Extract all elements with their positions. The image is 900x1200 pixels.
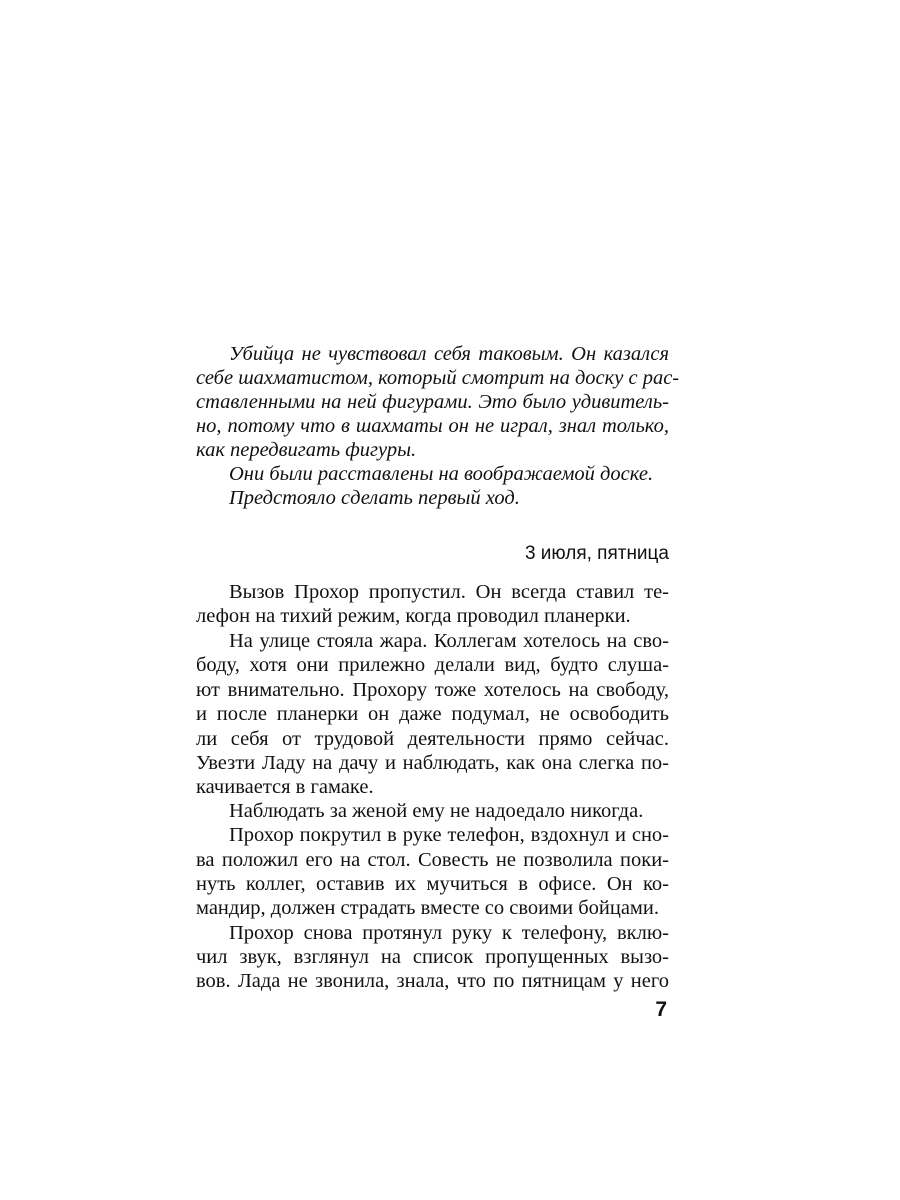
body-line: Наблюдать за женой ему не надоедало никогда. [229,800,644,822]
body-line: ют внимательно. Прохору тоже хотелось на свободу, [196,679,669,701]
chapter-date-heading: 3 июля, пятница [524,543,669,564]
epigraph-line: себе шахматистом, который смотрит на доску с рас- [196,367,680,389]
body-line: и после планерки он даже подумал, не освободить [196,703,669,725]
body-line: ли себя от трудовой деятельности прямо сейчас. [196,728,669,750]
body-line: боду, хотя они прилежно делали вид, будто слуша- [196,654,669,676]
body-line: мандир, должен страдать вместе со своими бойцами. [196,897,660,919]
body-line: Прохор покрутил в руке телефон, вздохнул и сно- [229,824,669,846]
epigraph-line: Убийца не чувствовал себя таковым. Он казался [229,343,669,365]
body-line: Прохор снова протянул руку к телефону, вклю- [229,922,669,944]
epigraph-line: ставленными на ней фигурами. Это было удивитель- [196,391,669,413]
page-number: 7 [655,998,667,1021]
body-line: Увезти Ладу на дачу и наблюдать, как она слегка по- [196,752,669,774]
body-line: Вызов Прохор пропустил. Он всегда ставил те- [229,581,669,603]
body-line: качивается в гамаке. [196,776,374,798]
epigraph-line: Они были расставлены на воображаемой доске. [229,463,654,485]
body-line: лефон на тихий режим, когда проводил планерки. [196,605,631,627]
body-line: чил звук, взглянул на список пропущенных вызо- [196,946,669,968]
body-line: вов. Лада не звонила, знала, что по пятницам у него [196,970,669,992]
body-line: ва положил его на стол. Совесть не позволила поки- [196,849,669,871]
body-line: нуть коллег, оставив их мучиться в офисе. Он ко- [196,873,669,895]
epigraph-line: но, потому что в шахматы он не играл, знал только, [196,415,669,437]
epigraph-line: Предстояло сделать первый ход. [229,487,520,509]
epigraph-line: как передвигать фигуры. [196,439,417,461]
body-line: На улице стояла жара. Коллегам хотелось на сво- [229,630,669,652]
